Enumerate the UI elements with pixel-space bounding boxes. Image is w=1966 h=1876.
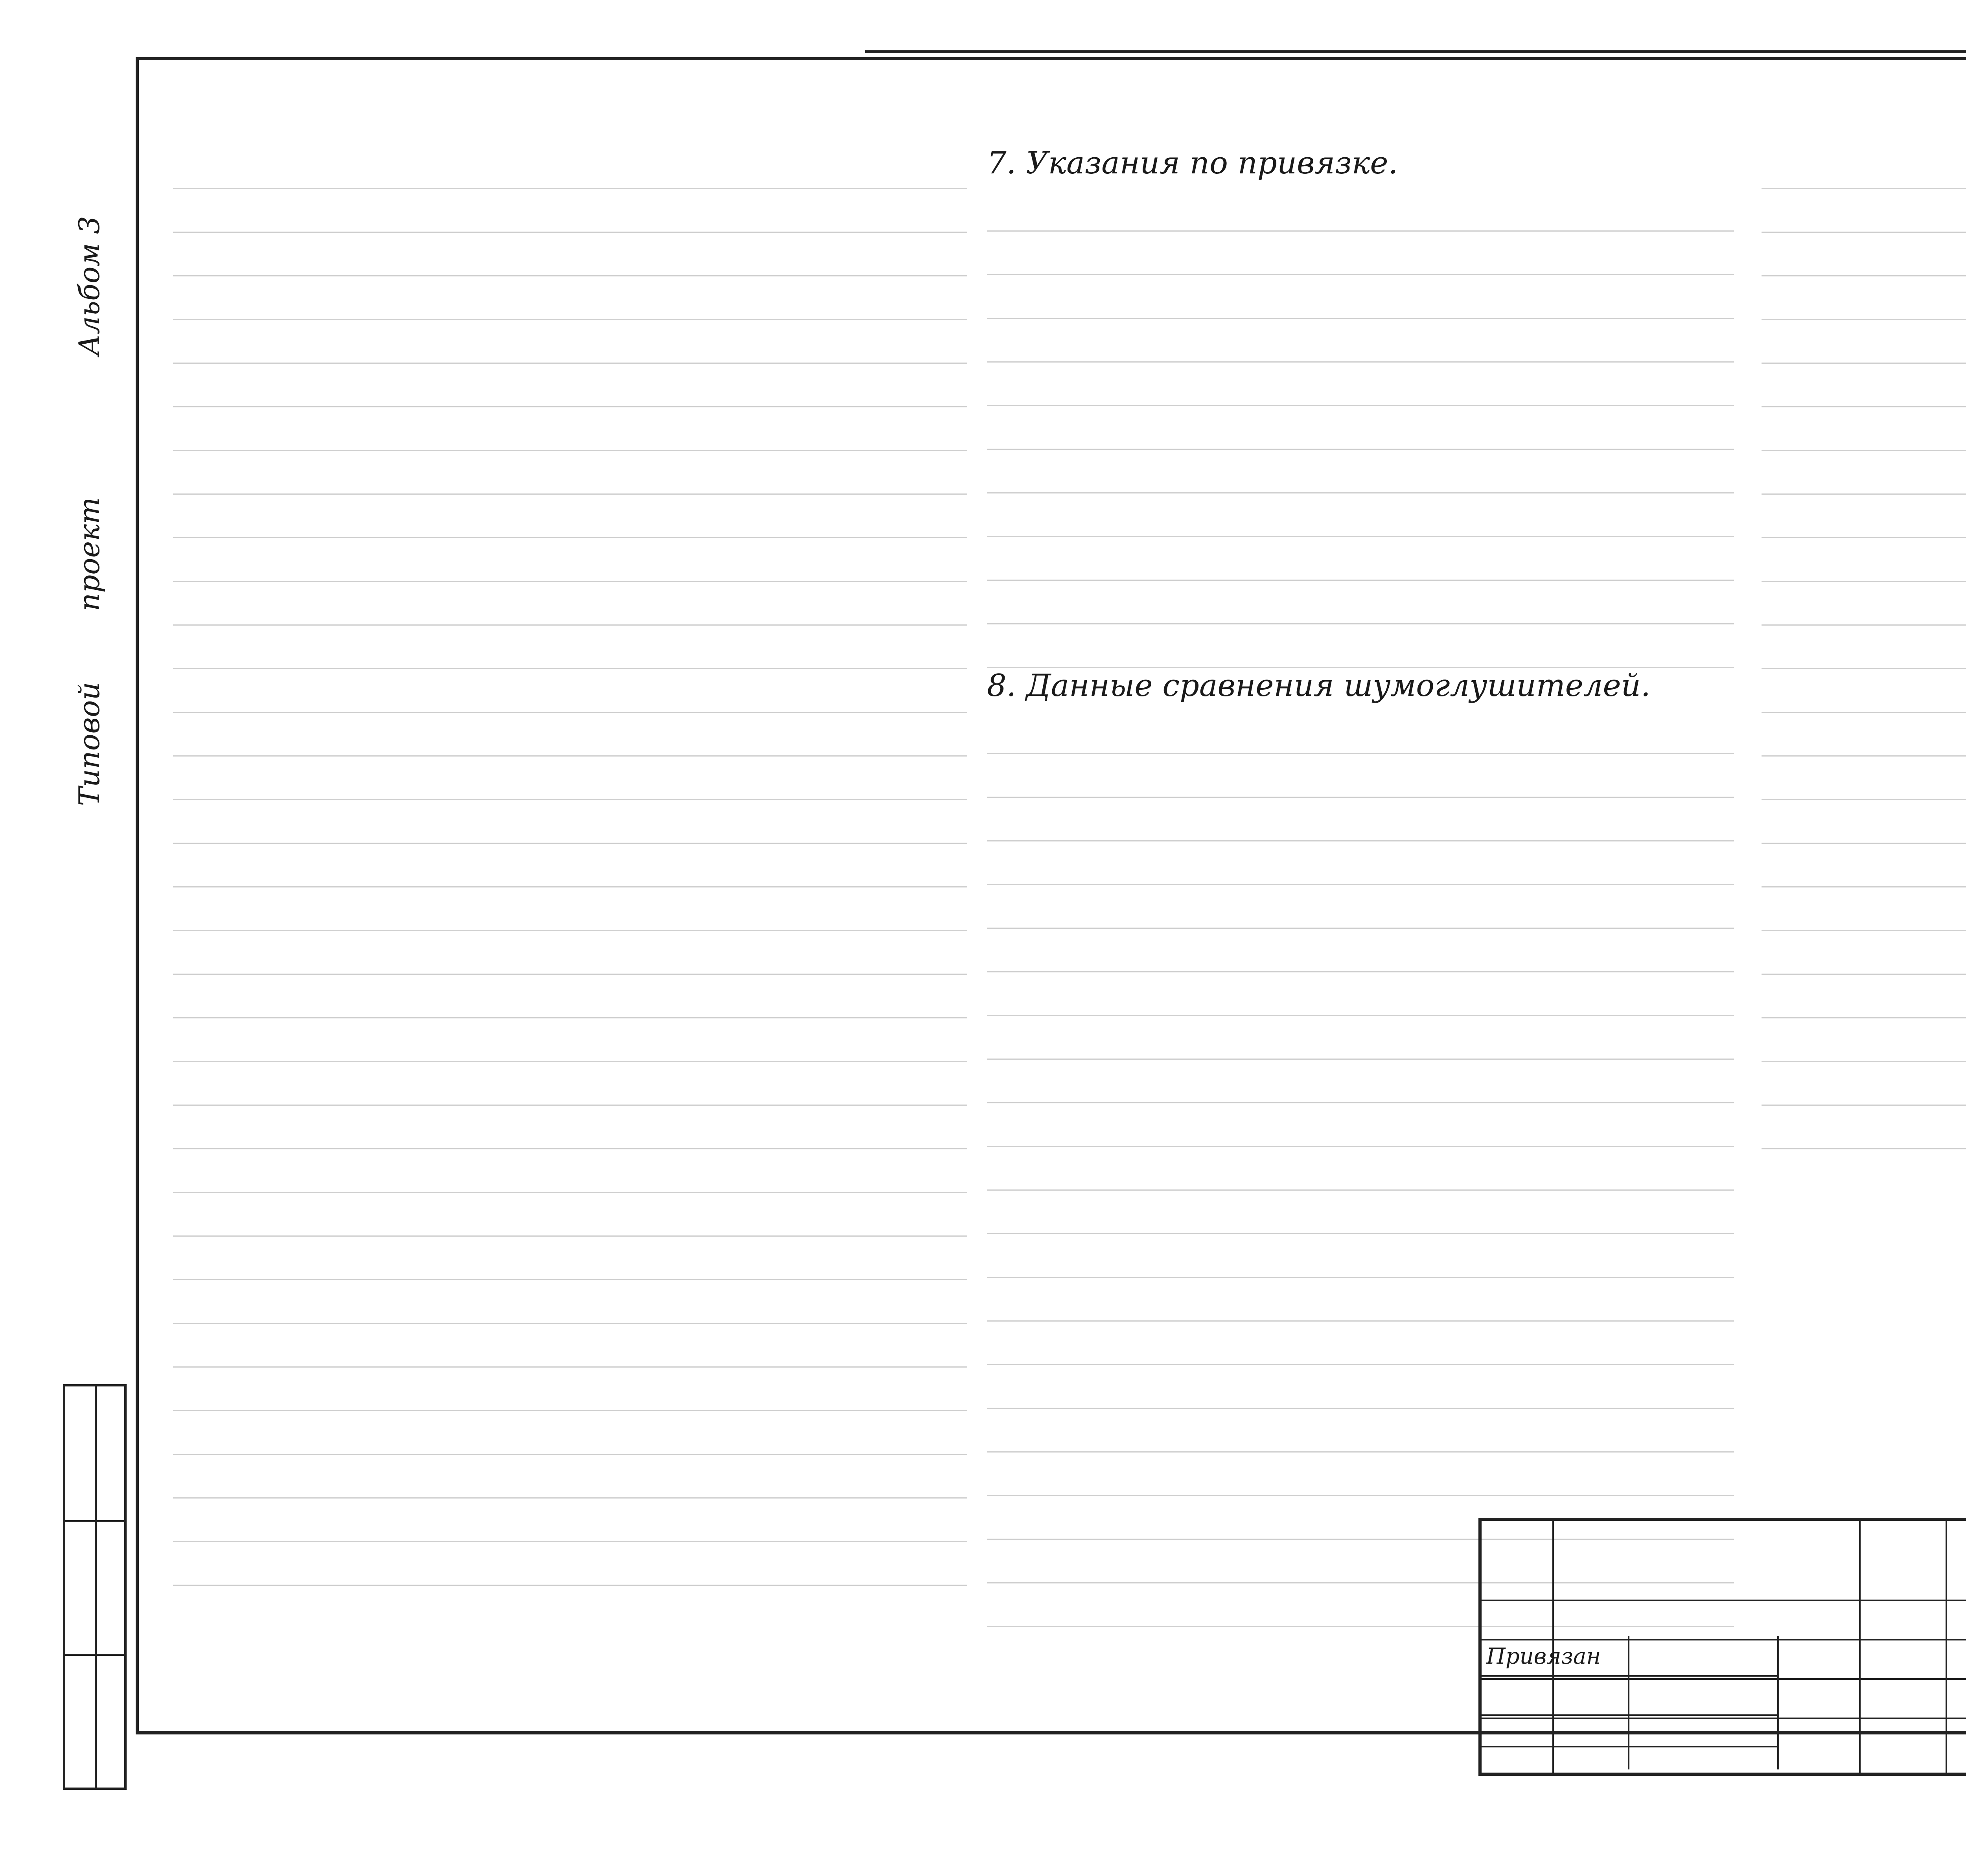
column-2-text-line <box>987 841 1734 885</box>
top-border-line <box>865 50 1966 53</box>
column-1-text-line <box>173 233 967 276</box>
column-3-text-line <box>1762 975 1966 1018</box>
column-1-text-line <box>173 1018 967 1062</box>
column-2-text-line <box>987 1322 1734 1365</box>
text-column-2 <box>987 145 1734 1627</box>
column-2-text-line <box>987 754 1734 798</box>
column-2-text-line <box>987 798 1734 841</box>
column-3-text-line <box>1762 1062 1966 1106</box>
column-1-text-line <box>173 800 967 844</box>
column-2-text-line <box>987 1453 1734 1496</box>
column-2-text-line <box>987 1278 1734 1322</box>
column-1-text-line <box>173 669 967 713</box>
column-1-text-line <box>173 451 967 495</box>
reference-block-label: Привязан <box>1486 1644 1601 1669</box>
column-1-text-line <box>173 757 967 800</box>
text-column-3 <box>1762 145 1966 1149</box>
column-1-text-line <box>173 582 967 626</box>
column-1-text-line <box>173 1455 967 1499</box>
column-3-text-line <box>1762 757 1966 800</box>
album-label-part-1: Типовой <box>73 682 106 806</box>
column-1-text-line <box>173 1411 967 1455</box>
column-1-text-line <box>173 1237 967 1280</box>
text-column-1 <box>173 145 967 1586</box>
column-1-text-line <box>173 364 967 407</box>
column-3-text-line <box>1762 145 1966 189</box>
column-2-text-line <box>987 581 1734 624</box>
column-3-text-line <box>1762 931 1966 975</box>
column-2-text-line <box>987 972 1734 1016</box>
column-3-text-line <box>1762 800 1966 844</box>
column-3-text-line <box>1762 407 1966 451</box>
column-2-text-line <box>987 1365 1734 1409</box>
column-3-text-line <box>1762 626 1966 669</box>
column-1-text-line <box>173 1062 967 1106</box>
column-3-text-line <box>1762 713 1966 757</box>
column-1-text-line <box>173 1149 967 1193</box>
column-3-text-line <box>1762 495 1966 538</box>
column-2-text-line <box>987 450 1734 493</box>
column-1-text-line <box>173 1368 967 1411</box>
column-2-text-line <box>987 929 1734 972</box>
column-2-text-line <box>987 232 1734 275</box>
column-1-text-line <box>173 1106 967 1149</box>
column-1-text-line <box>173 713 967 757</box>
column-2-text-line <box>987 1060 1734 1103</box>
album-label <box>73 216 106 806</box>
column-2-text-line <box>987 537 1734 581</box>
column-2-text-line <box>987 1103 1734 1147</box>
column-3-text-line <box>1762 451 1966 495</box>
column-2-text-line <box>987 319 1734 363</box>
column-3-text-line <box>1762 233 1966 276</box>
column-1-text-line <box>173 844 967 887</box>
column-2-text-line <box>987 406 1734 450</box>
column-1-text-line <box>173 145 967 189</box>
column-1-text-line <box>173 495 967 538</box>
column-3-text-line <box>1762 538 1966 582</box>
column-2-text-line <box>987 493 1734 537</box>
column-3-text-line <box>1762 887 1966 931</box>
column-1-text-line <box>173 276 967 320</box>
column-2-text-line <box>987 188 1734 232</box>
column-1-text-line <box>173 189 967 233</box>
column-1-text-line <box>173 887 967 931</box>
column-1-text-line <box>173 626 967 669</box>
column-1-text-line <box>173 1499 967 1542</box>
column-2-text-line <box>987 711 1734 754</box>
column-3-text-line <box>1762 1018 1966 1062</box>
column-3-text-line <box>1762 320 1966 364</box>
column-2-text-line <box>987 1234 1734 1278</box>
column-1-text-line <box>173 538 967 582</box>
album-label-part-3: Альбом 3 <box>73 216 106 356</box>
column-1-text-line <box>173 320 967 364</box>
reference-block <box>1478 1636 1779 1769</box>
column-3-text-line <box>1762 669 1966 713</box>
column-3-text-line <box>1762 276 1966 320</box>
column-3-text-line <box>1762 844 1966 887</box>
column-2-text-line <box>987 624 1734 668</box>
column-2-text-line <box>987 1147 1734 1191</box>
column-2-text-line <box>987 1191 1734 1234</box>
left-side-stamp <box>63 1384 127 1790</box>
column-1-text-line <box>173 1193 967 1237</box>
column-1-text-line <box>173 1324 967 1368</box>
column-3-text-line <box>1762 1106 1966 1149</box>
column-3-text-line <box>1762 364 1966 407</box>
column-2-text-line <box>987 1016 1734 1060</box>
column-2-text-line <box>987 275 1734 319</box>
column-2-text-line <box>987 363 1734 406</box>
column-1-text-line <box>173 1542 967 1586</box>
column-1-text-line <box>173 1280 967 1324</box>
section-heading-8: 8. Данные сравнения шумоглушителей. <box>987 668 1651 703</box>
column-1-text-line <box>173 407 967 451</box>
column-3-text-line <box>1762 189 1966 233</box>
column-1-text-line <box>173 931 967 975</box>
section-heading-7: 7. Указания по привязке. <box>987 145 1398 181</box>
album-label-part-2: проект <box>73 497 106 611</box>
column-2-text-line <box>987 1409 1734 1453</box>
column-1-text-line <box>173 975 967 1018</box>
column-2-text-line <box>987 885 1734 929</box>
column-3-text-line <box>1762 582 1966 626</box>
